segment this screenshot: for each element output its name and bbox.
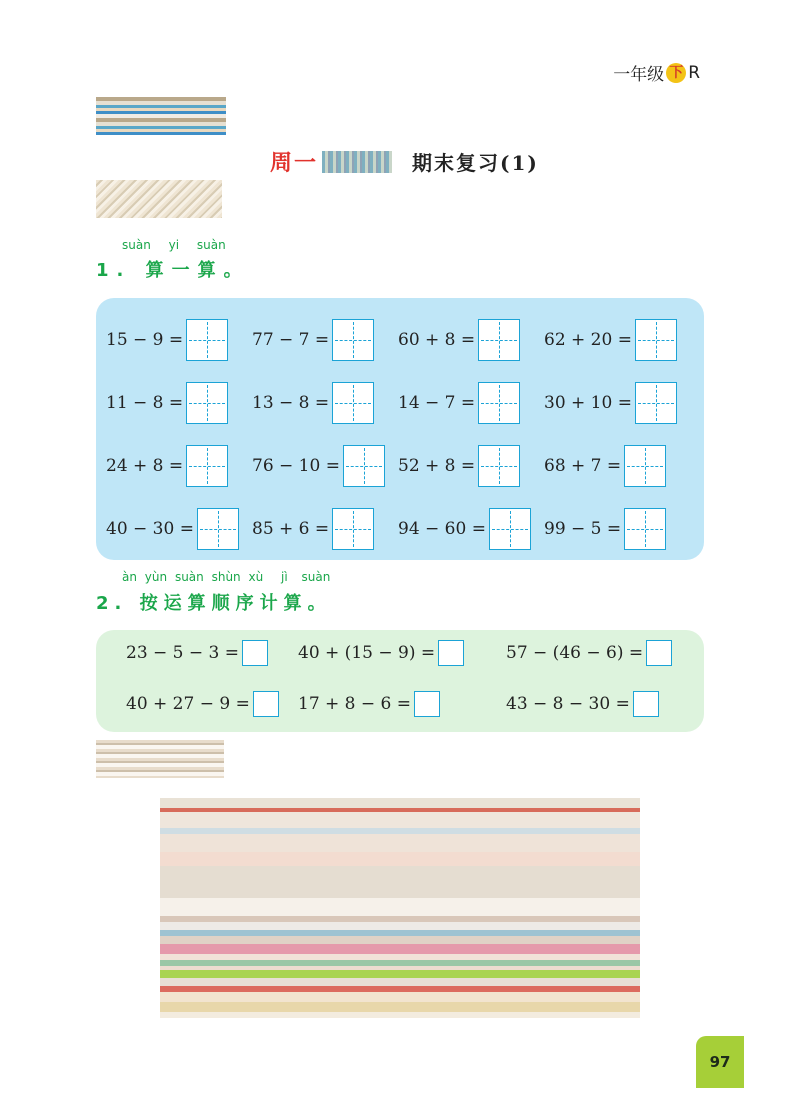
- grade-prefix: 一年级: [613, 65, 665, 85]
- grade-suffix: R: [688, 62, 700, 83]
- title-text: 期末复习(1): [412, 151, 539, 175]
- equation: [398, 508, 531, 550]
- answer-box[interactable]: [624, 508, 666, 550]
- answer-box[interactable]: [253, 691, 279, 717]
- answer-box[interactable]: [186, 382, 228, 424]
- answer-box[interactable]: [635, 319, 677, 361]
- heading-char: 算: [197, 260, 224, 281]
- page-number: 97: [696, 1036, 744, 1088]
- pinyin-syllable: àn: [122, 570, 137, 584]
- grade-label: [613, 60, 700, 85]
- pinyin-syllable: suàn: [122, 238, 151, 252]
- equation: [398, 319, 520, 361]
- answer-box[interactable]: [489, 508, 531, 550]
- answer-box[interactable]: [242, 640, 268, 666]
- equation: [252, 382, 374, 424]
- equation-text: 30 + 10 =: [544, 393, 632, 413]
- equation: [398, 445, 520, 487]
- equation-text: 11 − 8 =: [106, 393, 184, 413]
- equation: [506, 640, 672, 666]
- answer-box[interactable]: [197, 508, 239, 550]
- equation-text: 17 + 8 − 6 =: [298, 694, 412, 714]
- section2-pinyin: [122, 570, 330, 584]
- pinyin-syllable: jì: [281, 570, 288, 584]
- equation: [106, 319, 228, 361]
- equation: [252, 319, 374, 361]
- equation-text: 13 − 8 =: [252, 393, 330, 413]
- equation: [126, 691, 279, 717]
- equation: [252, 445, 385, 487]
- heading-char: 按: [139, 593, 164, 614]
- equation: [506, 691, 659, 717]
- equation: [126, 640, 268, 666]
- section1-heading: [96, 256, 250, 282]
- heading-char: 一: [171, 260, 198, 281]
- pinyin-syllable: suàn: [174, 570, 204, 584]
- equation: [252, 508, 374, 550]
- day-label: 周一: [270, 151, 319, 176]
- equation-text: 23 − 5 − 3 =: [126, 643, 240, 663]
- answer-box[interactable]: [646, 640, 672, 666]
- equation-text: 40 − 30 =: [106, 519, 194, 539]
- answer-box[interactable]: [332, 508, 374, 550]
- equation-text: 62 + 20 =: [544, 330, 632, 350]
- equation: [544, 508, 666, 550]
- answer-box[interactable]: [186, 445, 228, 487]
- equation: [544, 382, 677, 424]
- answer-box[interactable]: [343, 445, 385, 487]
- equation-text: 77 − 7 =: [252, 330, 330, 350]
- pinyin-syllable: yi: [168, 238, 180, 252]
- title-decoration: [322, 151, 392, 173]
- equation-text: 94 − 60 =: [398, 519, 486, 539]
- answer-box[interactable]: [633, 691, 659, 717]
- pinyin-syllable: suàn: [196, 238, 226, 252]
- pinyin-syllable: suàn: [301, 570, 331, 584]
- decorative-patch: [96, 740, 224, 778]
- heading-char: 序: [235, 593, 260, 614]
- heading-char: 算: [187, 593, 212, 614]
- equation: [106, 508, 239, 550]
- pinyin-syllable: yùn: [144, 570, 168, 584]
- equation-text: 15 − 9 =: [106, 330, 184, 350]
- answer-box[interactable]: [478, 445, 520, 487]
- equation-text: 68 + 7 =: [544, 456, 622, 476]
- equation-text: 99 − 5 =: [544, 519, 622, 539]
- decorative-banner: [96, 97, 226, 135]
- pinyin-syllable: xù: [248, 570, 264, 584]
- equation-text: 14 − 7 =: [398, 393, 476, 413]
- heading-char: 运: [163, 593, 188, 614]
- answer-box[interactable]: [635, 382, 677, 424]
- equation: [398, 382, 520, 424]
- page-title: [270, 146, 539, 177]
- equation-text: 40 + (15 − 9) =: [298, 643, 436, 663]
- section-number: 2.: [96, 593, 128, 614]
- equation: [298, 640, 464, 666]
- section1-pinyin: [122, 238, 226, 252]
- equation: [106, 445, 228, 487]
- grade-circle: 下: [666, 63, 686, 83]
- heading-char: 算: [145, 260, 172, 281]
- equation: [544, 319, 677, 361]
- section-number: 1.: [96, 260, 132, 281]
- answer-box[interactable]: [478, 382, 520, 424]
- equation: [106, 382, 228, 424]
- equation-text: 60 + 8 =: [398, 330, 476, 350]
- equation-text: 43 − 8 − 30 =: [506, 694, 630, 714]
- equation-text: 24 + 8 =: [106, 456, 184, 476]
- equation: [298, 691, 440, 717]
- answer-box[interactable]: [332, 319, 374, 361]
- heading-char: 计: [259, 593, 284, 614]
- answer-box[interactable]: [624, 445, 666, 487]
- answer-box[interactable]: [438, 640, 464, 666]
- illustration-image: [160, 798, 640, 1018]
- answer-box[interactable]: [186, 319, 228, 361]
- answer-box[interactable]: [478, 319, 520, 361]
- answer-box[interactable]: [332, 382, 374, 424]
- heading-char: 算: [283, 593, 308, 614]
- heading-char: 。: [223, 260, 250, 281]
- section2-heading: [96, 589, 332, 615]
- heading-char: 顺: [211, 593, 236, 614]
- equation-text: 85 + 6 =: [252, 519, 330, 539]
- equation-text: 57 − (46 − 6) =: [506, 643, 644, 663]
- equation-text: 40 + 27 − 9 =: [126, 694, 250, 714]
- equation-text: 76 − 10 =: [252, 456, 340, 476]
- heading-char: 。: [307, 593, 332, 614]
- answer-box[interactable]: [414, 691, 440, 717]
- pinyin-syllable: shùn: [211, 570, 241, 584]
- equation: [544, 445, 666, 487]
- equation-text: 52 + 8 =: [398, 456, 476, 476]
- decorative-patch: [96, 180, 222, 218]
